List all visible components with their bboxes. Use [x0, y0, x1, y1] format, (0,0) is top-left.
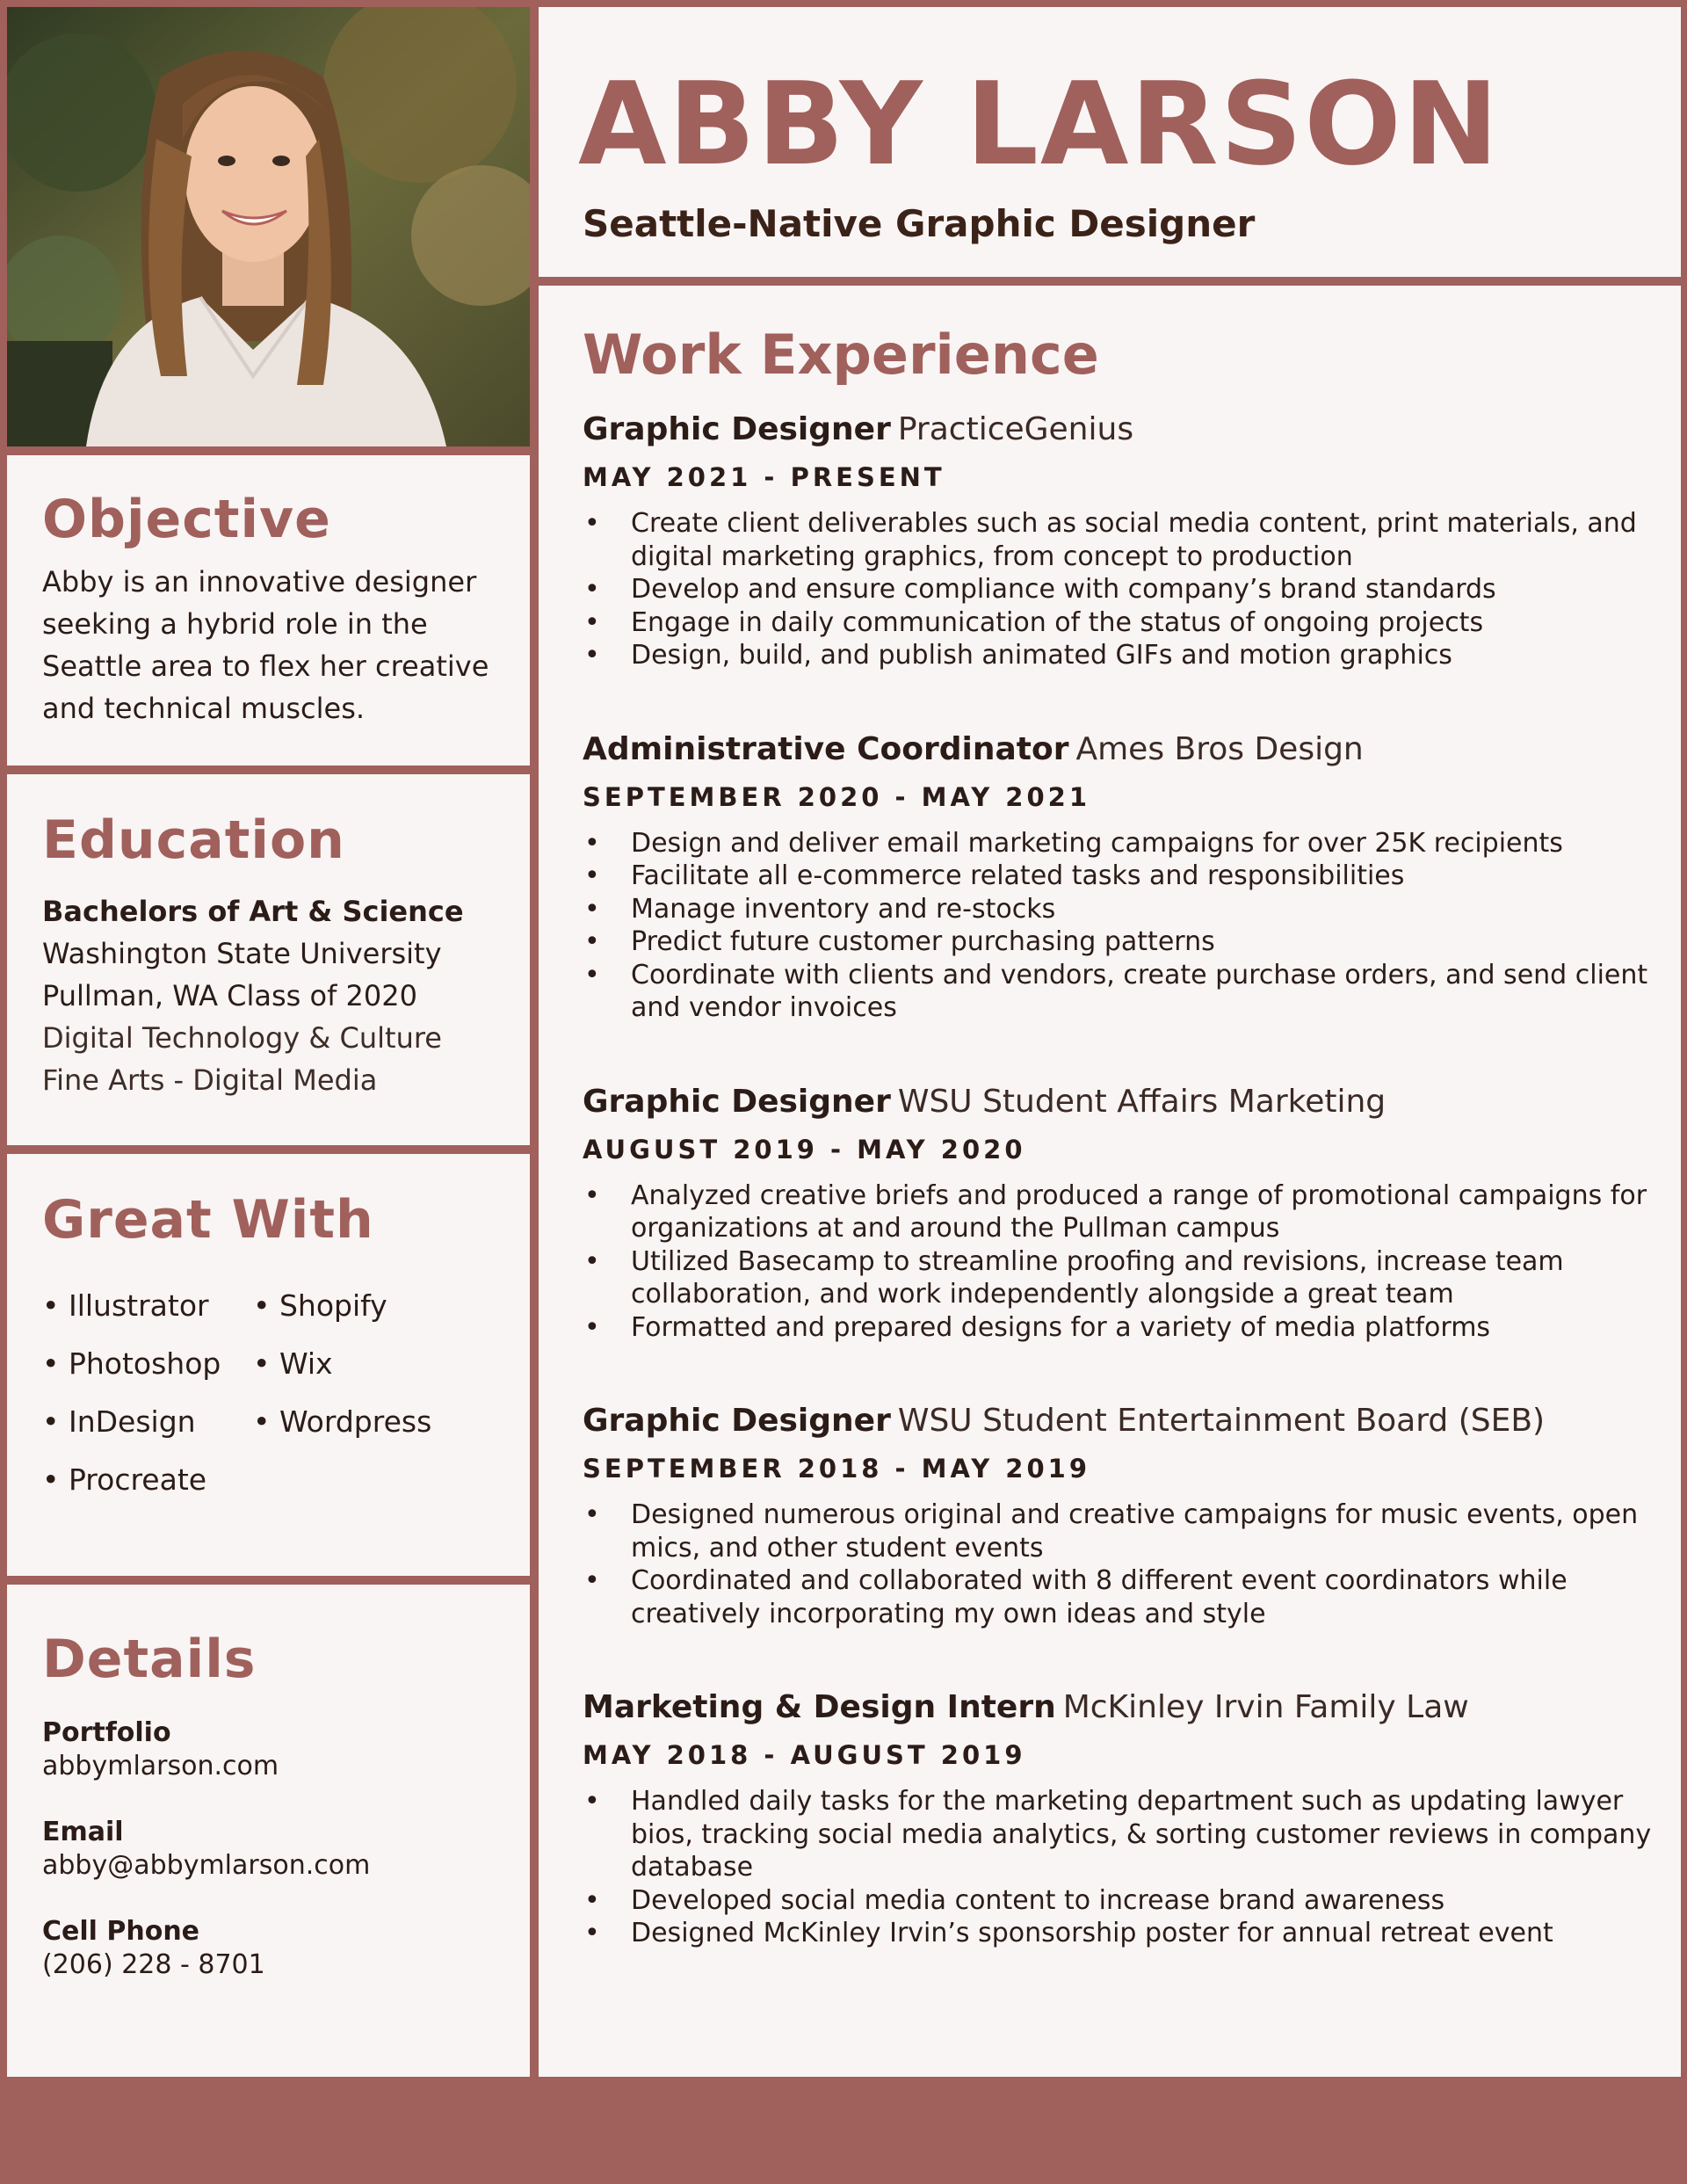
skills-list	[42, 1286, 499, 1500]
job-bullet: • Coordinated and collaborated with 8 different event coordinators while creatively incorporating my own ideas and style	[583, 1564, 1654, 1630]
job-bullet: • Utilized Basecamp to streamline proofing and revisions, increase team collaboration, and work independently alongside a great team	[583, 1245, 1654, 1311]
details-heading: Details	[42, 1629, 257, 1690]
job-entry	[583, 1400, 1654, 1630]
skill-item: • Photoshop	[42, 1344, 253, 1384]
email-link[interactable]: abby@abbymlarson.com	[42, 1850, 371, 1881]
job-entry	[583, 1687, 1654, 1950]
job-title: Graphic Designer	[583, 411, 891, 447]
skills-section	[7, 1154, 530, 1576]
job-dates: SEPTEMBER 2018 - MAY 2019	[583, 1454, 1091, 1484]
skill-item: • Wordpress	[253, 1402, 481, 1442]
education-heading: Education	[42, 809, 345, 871]
objective-section	[7, 455, 530, 765]
job-entry	[583, 729, 1654, 1025]
job-list	[583, 409, 1654, 2006]
job-bullet: • Coordinate with clients and vendors, create purchase orders, and send client and vendor invoices	[583, 959, 1654, 1025]
education-section	[7, 774, 530, 1145]
skill-item: • Shopify	[253, 1286, 481, 1326]
job-bullet: • Formatted and prepared designs for a variety of media platforms	[583, 1311, 1654, 1345]
job-bullets	[583, 827, 1654, 1025]
job-entry	[583, 1081, 1654, 1345]
phone-block	[42, 1915, 265, 1982]
profile-photo	[7, 7, 530, 446]
job-bullets	[583, 1785, 1654, 1950]
skill-item: • Wix	[253, 1344, 481, 1384]
job-dates: MAY 2021 - PRESENT	[583, 462, 945, 492]
skill-item: • InDesign	[42, 1402, 253, 1442]
header	[539, 7, 1681, 277]
job-entry	[583, 409, 1654, 672]
job-bullet: • Handled daily tasks for the marketing department such as updating lawyer bios, tracking social media analytics, & sorting customer reviews in company database	[583, 1785, 1654, 1884]
job-bullets	[583, 1179, 1654, 1345]
education-major: Digital Technology & Culture	[42, 1021, 442, 1055]
candidate-name: ABBY LARSON	[578, 57, 1501, 191]
education-school: Washington State University	[42, 937, 442, 970]
education-minor: Fine Arts - Digital Media	[42, 1063, 378, 1097]
details-section	[7, 1585, 530, 2077]
email-label: Email	[42, 1817, 124, 1847]
job-bullet: • Engage in daily communication of the status of ongoing projects	[583, 606, 1654, 640]
portfolio-block	[42, 1716, 279, 1783]
work-experience-section	[539, 286, 1681, 2077]
job-company: PracticeGenius	[897, 411, 1134, 447]
phone-number: (206) 228 - 8701	[42, 1949, 265, 1980]
email-block	[42, 1816, 370, 1883]
education-degree: Bachelors of Art & Science	[42, 895, 464, 928]
job-dates: AUGUST 2019 - MAY 2020	[583, 1134, 1026, 1165]
skill-item: • Illustrator	[42, 1286, 253, 1326]
candidate-tagline: Seattle-Native Graphic Designer	[583, 202, 1256, 245]
objective-heading: Objective	[42, 489, 331, 550]
portrait-illustration	[7, 7, 530, 446]
job-bullet: • Designed McKinley Irvin’s sponsorship poster for annual retreat event	[583, 1917, 1654, 1950]
job-bullet: • Create client deliverables such as social media content, print materials, and digital marketing graphics, from concept to production	[583, 507, 1654, 573]
work-experience-heading: Work Experience	[583, 323, 1099, 387]
job-title: Marketing & Design Intern	[583, 1689, 1056, 1725]
job-bullet: • Developed social media content to increase brand awareness	[583, 1884, 1654, 1918]
job-bullets	[583, 1498, 1654, 1630]
skills-heading: Great With	[42, 1189, 374, 1251]
job-bullet: • Design, build, and publish animated GIFs and motion graphics	[583, 639, 1654, 672]
job-dates: MAY 2018 - AUGUST 2019	[583, 1740, 1026, 1770]
job-bullets	[583, 507, 1654, 672]
skill-item: • Procreate	[42, 1460, 253, 1500]
phone-label: Cell Phone	[42, 1916, 200, 1947]
job-bullet: • Develop and ensure compliance with company’s brand standards	[583, 573, 1654, 606]
job-company: McKinley Irvin Family Law	[1062, 1689, 1469, 1725]
job-bullet: • Facilitate all e-commerce related tasks and responsibilities	[583, 860, 1654, 893]
job-bullet: • Designed numerous original and creative campaigns for music events, open mics, and other student events	[583, 1498, 1654, 1564]
education-location-class: Pullman, WA Class of 2020	[42, 979, 417, 1012]
job-dates: SEPTEMBER 2020 - MAY 2021	[583, 781, 1091, 812]
job-company: Ames Bros Design	[1075, 730, 1364, 767]
objective-text: Abby is an innovative designer seeking a hybrid role in the Seattle area to flex her creative and technical muscles.	[42, 565, 489, 725]
job-bullet: • Predict future customer purchasing patterns	[583, 925, 1654, 959]
job-company: WSU Student Affairs Marketing	[897, 1083, 1387, 1120]
job-bullet: • Analyzed creative briefs and produced a range of promotional campaigns for organizations at and around the Pullman campus	[583, 1179, 1654, 1245]
job-title: Graphic Designer	[583, 1403, 891, 1439]
job-bullet: • Design and deliver email marketing campaigns for over 25K recipients	[583, 827, 1654, 860]
job-company: WSU Student Entertainment Board (SEB)	[897, 1403, 1546, 1439]
portfolio-link[interactable]: abbymlarson.com	[42, 1751, 279, 1781]
portfolio-label: Portfolio	[42, 1717, 171, 1748]
job-title: Administrative Coordinator	[583, 730, 1069, 767]
job-bullet: • Manage inventory and re-stocks	[583, 893, 1654, 926]
job-title: Graphic Designer	[583, 1083, 891, 1120]
